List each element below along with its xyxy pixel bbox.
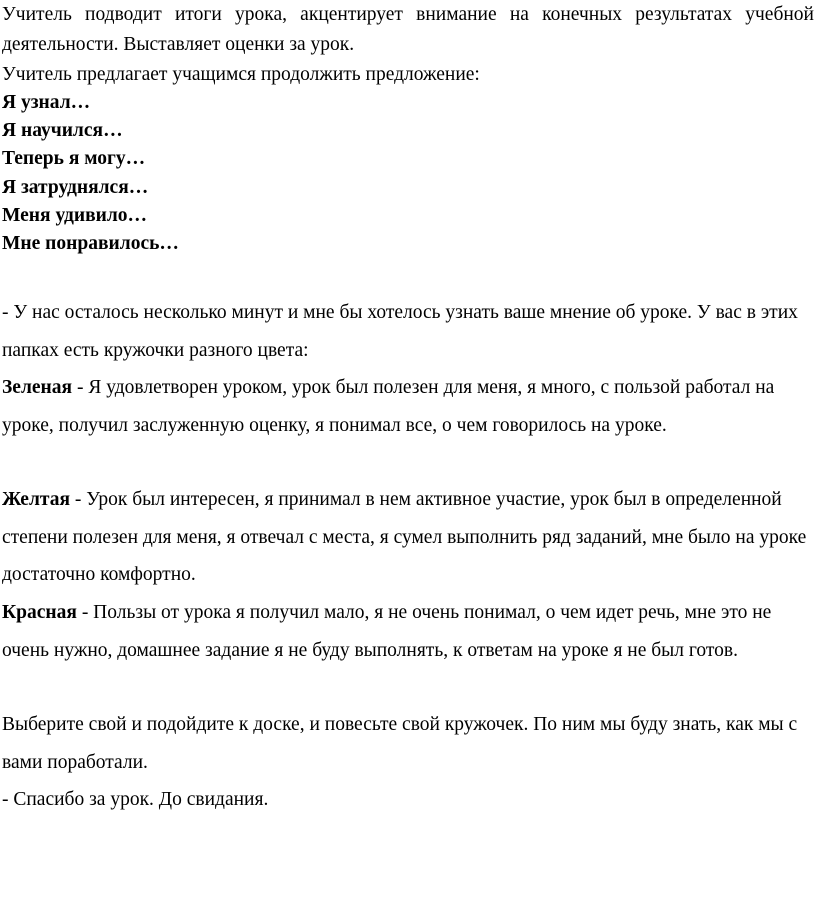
option-green-paragraph <box>2 369 810 444</box>
intro-summary-paragraph: Учитель подводит итоги урока, акцентирует внимание на конечных результатах учебной деятельности. Выставляет оценки за урок. <box>2 4 814 55</box>
speech-opening-paragraph: - У нас осталось несколько минут и мне бы хотелось узнать ваше мнение об уроке. У вас в этих папках есть кружочки разного цвета: <box>2 302 798 361</box>
intro-instruction-paragraph: Учитель предлагает учащимся продолжить предложение: <box>2 64 480 85</box>
prompt-line: Я затруднялся… <box>2 177 149 198</box>
prompt-line: Я узнал… <box>2 92 91 113</box>
prompt-line: Мне понравилось… <box>2 233 179 254</box>
option-label: Красная <box>2 602 77 623</box>
option-red-paragraph <box>2 594 810 669</box>
option-description: - Я удовлетворен уроком, урок был полезен для меня, я много, с пользой работал на уроке, получил заслуженную оценку, я понимал все, о чем говорилось на уроке. <box>2 377 775 436</box>
option-yellow-paragraph <box>2 481 810 594</box>
closing-instruction-paragraph: Выберите свой и подойдите к доске, и повесьте свой кружочек. По ним мы буду знать, как мы с вами поработали. <box>2 714 798 773</box>
option-description: - Пользы от урока я получил мало, я не очень понимал, о чем идет речь, мне это не очень нужно, домашнее задание я не буду выполнять, к ответам на уроке я не был готов. <box>2 602 772 661</box>
prompt-line: Меня удивило… <box>2 205 148 226</box>
option-label: Желтая <box>2 489 71 510</box>
prompt-line: Теперь я могу… <box>2 148 146 169</box>
option-description: - Урок был интересен, я принимал в нем активное участие, урок был в определенной степени полезен для меня, я отвечал с места, я сумел выполнить ряд заданий, мне было на уроке достаточно комфортно. <box>2 489 807 585</box>
farewell-paragraph: - Спасибо за урок. До свидания. <box>2 789 269 810</box>
prompt-line: Я научился… <box>2 120 123 141</box>
option-label: Зеленая <box>2 377 73 398</box>
